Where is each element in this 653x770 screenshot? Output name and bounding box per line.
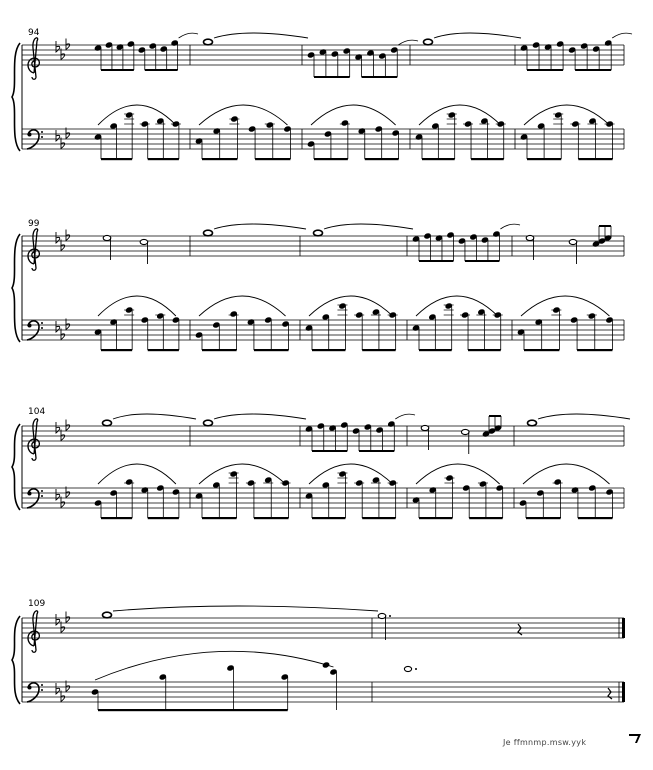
whole-note — [204, 39, 213, 45]
note-beam — [312, 349, 345, 351]
flat-icon — [56, 130, 60, 141]
half-note — [140, 239, 148, 244]
flat-icon — [56, 232, 60, 243]
note-beam — [419, 517, 452, 519]
note-beam — [524, 349, 559, 351]
flat-icon — [66, 612, 70, 623]
bass-clef-dot — [28, 492, 32, 496]
whole-note — [528, 420, 537, 426]
note-beam — [419, 349, 452, 351]
measure-number-104: 104 — [28, 407, 46, 417]
note-beam — [202, 517, 237, 519]
note-beam — [254, 517, 289, 519]
final-barline — [622, 618, 625, 638]
half-note — [526, 235, 534, 240]
bass-clef-dot — [41, 684, 43, 686]
slur — [199, 105, 287, 125]
half-note — [569, 239, 577, 244]
tie — [113, 414, 196, 419]
treble-clef-icon — [28, 229, 39, 270]
tie — [324, 224, 413, 229]
tie — [214, 33, 308, 38]
bass-clef-dot — [41, 495, 43, 497]
note-beam — [577, 349, 612, 351]
note-beam — [599, 225, 611, 227]
whole-note — [103, 420, 112, 426]
note-beam — [254, 349, 289, 351]
footer-watermark: Je ffmnmp.msw.yyk — [503, 738, 587, 747]
bass-clef-dot — [28, 324, 32, 328]
note-beam — [148, 158, 179, 160]
bass-clef-dot — [41, 131, 43, 133]
system-brace — [12, 424, 20, 510]
note-beam — [526, 517, 561, 519]
slur — [98, 105, 176, 125]
note-beam — [419, 260, 453, 262]
note-beam — [148, 349, 179, 351]
tie — [214, 224, 306, 229]
tie — [434, 33, 521, 38]
dot — [415, 668, 417, 670]
note-beam — [145, 69, 178, 71]
bass-note — [322, 662, 330, 669]
measure-number-109: 109 — [28, 599, 46, 609]
system-brace — [12, 43, 20, 151]
tie — [113, 606, 378, 611]
half-note — [103, 235, 111, 240]
note-beam — [101, 69, 134, 71]
final-barline — [622, 682, 625, 702]
system-brace — [12, 234, 20, 342]
note-beam — [101, 158, 132, 160]
note-beam — [362, 76, 398, 78]
slur — [95, 651, 333, 680]
bass-clef-dot — [41, 136, 43, 138]
note-beam — [98, 709, 288, 711]
note-beam — [578, 517, 613, 519]
slur — [311, 105, 396, 125]
note-beam — [527, 69, 563, 71]
slur — [98, 464, 176, 484]
half-note — [461, 429, 469, 434]
slur — [416, 464, 500, 484]
note-beam — [202, 349, 237, 351]
bass-half-note — [404, 666, 411, 671]
bass-clef-dot — [28, 686, 32, 690]
note-beam — [255, 158, 290, 160]
whole-note — [204, 420, 213, 426]
half-note — [378, 613, 386, 618]
tie — [395, 414, 415, 419]
note-beam — [365, 158, 399, 160]
note-beam — [468, 349, 501, 351]
treble-clef-icon — [28, 419, 39, 460]
note-beam — [578, 158, 612, 160]
bass-clef-dot — [28, 133, 32, 137]
tie — [398, 40, 418, 45]
bass-clef-dot — [41, 322, 43, 324]
whole-note — [424, 39, 433, 45]
treble-clef-icon — [28, 611, 39, 652]
half-note — [421, 425, 429, 430]
slur — [523, 464, 610, 484]
note-beam — [465, 260, 499, 262]
measure-number-99: 99 — [28, 219, 40, 229]
note-beam — [312, 450, 347, 452]
note-beam — [422, 158, 455, 160]
tie — [500, 224, 520, 229]
note-beam — [489, 415, 501, 417]
note-beam — [471, 158, 504, 160]
whole-note — [204, 230, 213, 236]
note-beam — [469, 517, 502, 519]
system-brace — [12, 616, 20, 704]
whole-note — [314, 230, 323, 236]
slur — [309, 464, 393, 484]
slur — [416, 296, 498, 316]
bass-clef-dot — [41, 490, 43, 492]
tie — [612, 33, 632, 38]
note-beam — [202, 158, 237, 160]
flat-icon — [66, 39, 70, 50]
dot — [389, 615, 391, 617]
note-beam — [101, 517, 132, 519]
treble-clef-icon — [28, 38, 39, 79]
slur — [524, 105, 610, 125]
slur — [521, 296, 609, 316]
tie — [214, 414, 306, 419]
slur — [98, 296, 176, 316]
note-beam — [362, 349, 395, 351]
bass-clef-dot — [41, 327, 43, 329]
note-beam — [314, 158, 348, 160]
note-beam — [362, 517, 395, 519]
flat-icon — [66, 420, 70, 431]
note-beam — [359, 450, 394, 452]
note-beam — [312, 517, 345, 519]
note-beam — [148, 517, 179, 519]
note-beam — [101, 349, 132, 351]
whole-note — [103, 612, 112, 618]
tie — [538, 414, 630, 419]
flat-icon — [66, 230, 70, 241]
tie — [179, 33, 198, 38]
note-beam — [575, 69, 611, 71]
slur — [199, 296, 286, 316]
corner-logo-icon — [628, 731, 642, 745]
bass-clef-dot — [41, 689, 43, 691]
slur — [419, 105, 501, 125]
note-beam — [527, 158, 561, 160]
measure-number-94: 94 — [28, 28, 40, 38]
slur — [309, 296, 393, 316]
slur — [199, 464, 286, 484]
note-beam — [314, 76, 350, 78]
